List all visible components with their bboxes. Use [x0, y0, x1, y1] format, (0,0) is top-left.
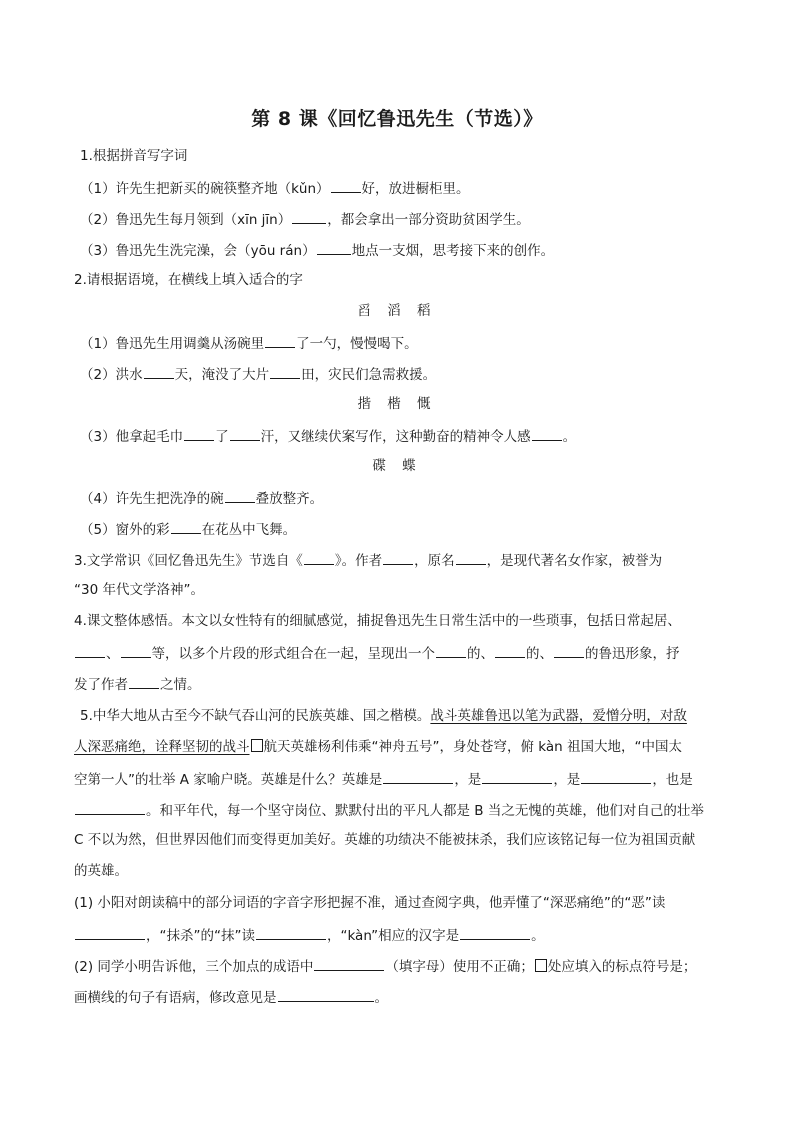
- q3-line-2: “30 年代文学洛神”。: [74, 582, 204, 598]
- answer-blank[interactable]: [495, 642, 525, 658]
- punctuation-box[interactable]: [251, 739, 263, 752]
- answer-blank[interactable]: [144, 363, 174, 379]
- answer-blank[interactable]: [121, 642, 151, 658]
- q5-passage-line-2: 人深恶痛绝，诠释坚韧的战斗 航天英雄杨利伟乘“神舟五号”，身处苍穹，俯 kàn 祖国大地，“中国太: [74, 739, 682, 755]
- q2-char-group-3: 碟 蝶: [372, 458, 422, 474]
- answer-blank[interactable]: [532, 425, 562, 441]
- answer-blank[interactable]: [456, 549, 486, 565]
- q2-item-2: （2）洪水 天，淹没了大片 田，灾民们急需救援。: [80, 363, 436, 385]
- answer-blank[interactable]: [383, 768, 453, 784]
- answer-blank[interactable]: [482, 768, 552, 784]
- q5-subq-2-line-1: (2) 同学小明告诉他，三个加点的成语中 （填字母）使用不正确； 处应填入的标点符号是；: [74, 955, 696, 977]
- answer-blank[interactable]: [230, 425, 260, 441]
- q4-line-3: 发了作者 之情。: [74, 673, 201, 695]
- q5-passage-line-6: 的英雄。: [74, 863, 128, 879]
- q2-item-5: （5）窗外的彩 在花丛中飞舞。: [80, 518, 296, 540]
- q2-item-3: （3）他拿起毛巾 了 汗，又继续伏案写作，这种勤奋的精神令人感 。: [80, 425, 576, 447]
- q5-subq-1-line-2: ，“抹杀”的“抹”读 ，“kàn”相应的汉字是 。: [74, 924, 545, 946]
- q4-line-1: 4.课文整体感悟。本文以女性特有的细腻感觉，捕捉鲁迅先生日常生活中的一些琐事，包括日常起居、: [74, 613, 681, 629]
- answer-blank[interactable]: [436, 642, 466, 658]
- answer-blank[interactable]: [75, 642, 105, 658]
- answer-blank[interactable]: [554, 642, 584, 658]
- answer-blank[interactable]: [129, 673, 159, 689]
- q5-passage-line-1: 5.中华大地从古至今不缺气吞山河的民族英雄、国之楷模。战斗英雄鲁迅以笔为武器，爱憎分明，对敌: [80, 708, 687, 724]
- q5-subq-1-line-1: (1) 小阳对朗读稿中的部分词语的字音字形把握不准，通过查阅字典，他弄懂了“深恶痛绝”的“恶”读: [74, 895, 666, 911]
- answer-blank[interactable]: [304, 549, 334, 565]
- answer-blank[interactable]: [75, 924, 145, 940]
- answer-blank[interactable]: [317, 239, 351, 255]
- answer-blank[interactable]: [331, 177, 361, 193]
- answer-blank[interactable]: [460, 924, 530, 940]
- q1-item-2: （2）鲁迅先生每月领到（xīn jīn） ，都会拿出一部分资助贫困学生。: [80, 208, 530, 230]
- answer-blank[interactable]: [292, 208, 326, 224]
- underlined-sentence: 战斗英雄鲁迅以笔为武器，爱憎分明，对敌: [430, 708, 687, 724]
- answer-blank[interactable]: [383, 549, 413, 565]
- answer-blank[interactable]: [184, 425, 214, 441]
- answer-blank[interactable]: [270, 363, 300, 379]
- answer-blank[interactable]: [256, 924, 326, 940]
- q1-item-3: （3）鲁迅先生洗完澡，会（yōu rán） 地点一支烟，思考接下来的创作。: [80, 239, 554, 261]
- q1-heading: 1.根据拼音写字词: [80, 148, 188, 164]
- answer-blank[interactable]: [581, 768, 651, 784]
- q5-passage-line-5: C 不以为然，但世界因他们而变得更加美好。英雄的功绩决不能被抹杀，我们应该铭记每一位为祖国贡献: [74, 832, 696, 848]
- underlined-sentence: 人深恶痛绝，诠释坚韧的战斗: [74, 739, 250, 755]
- q2-heading: 2.请根据语境，在横线上填入适合的字: [74, 272, 303, 288]
- q2-char-group-1: 舀 滔 稻: [357, 303, 437, 319]
- q4-line-2: 、 等，以多个片段的形式组合在一起，呈现出一个 的、 的、 的鲁迅形象，抒: [74, 642, 680, 664]
- answer-blank[interactable]: [75, 799, 145, 815]
- q5-subq-2-line-2: 画横线的句子有语病，修改意见是 。: [74, 986, 388, 1008]
- answer-blank[interactable]: [314, 955, 384, 971]
- q5-passage-line-4: 。和平年代，每一个坚守岗位、默默付出的平凡人都是 B 当之无愧的英雄，他们对自己的壮举: [74, 799, 704, 821]
- q1-item-1: （1）许先生把新买的碗筷整齐地（kǔn） 好，放进橱柜里。: [80, 177, 470, 199]
- q2-item-4: （4）许先生把洗净的碗 叠放整齐。: [80, 487, 323, 509]
- q2-char-group-2: 揩 楷 慨: [357, 396, 437, 412]
- page-title: 第 8 课《回忆鲁迅先生（节选）》: [251, 108, 543, 130]
- punctuation-box: [535, 959, 547, 972]
- answer-blank[interactable]: [171, 518, 201, 534]
- answer-blank[interactable]: [278, 986, 374, 1002]
- answer-blank[interactable]: [225, 487, 255, 503]
- q2-item-1: （1）鲁迅先生用调羹从汤碗里 了一勺，慢慢喝下。: [80, 332, 418, 354]
- q3-line-1: 3.文学常识《回忆鲁迅先生》节选自《 》。作者 ，原名 ，是现代著名女作家，被誉为: [74, 549, 662, 571]
- answer-blank[interactable]: [265, 332, 295, 348]
- q5-passage-line-3: 空第一人”的壮举 A 家喻户晓。英雄是什么？英雄是 ，是 ，是 ，也是: [74, 768, 693, 790]
